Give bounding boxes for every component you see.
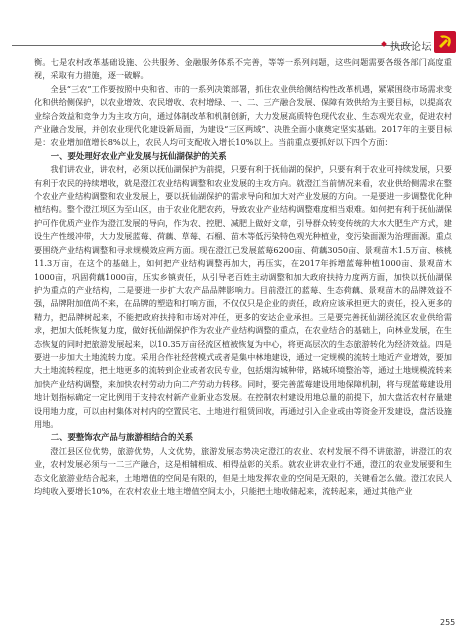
paragraph: 我们讲农业，讲农村，必须以抚仙湖保护为前提，只要有利于抚仙湖的保护，只要有利于农业可持续发展，只要有利于农民的持续增收，就是澄江农业结构调整和农业发展的主攻方向。就澄江当前情况来看，农业供给侧需求在整个农业产业结构调整和农业发展上，要以抚仙湖保护的需求导向和加大对产业发展的方向。一是要进一步调整优化种植结构。整个澄江坝区为至山区，由于农业化肥农药，导致农业产业结构调整难度相当艰难。如何把有利于抚仙湖保护可作优质产业作为澄江发展的导向，作为农、控肥、减肥上做好文章，引导群众转变传统的大水大肥生产方式，建设生产性缓冲带，大力发展蓝莓、荷藕、草莓、石榴、苗木等低污染特色观光种植业，变污染面源为治理面源。重点要围绕产业结构调整和寻求规模效应两方面。现在澄江已发展蓝莓6200亩、荷藕3050亩、景观苗木1.5万亩、核桃11.3万亩，在这个的基础上，如何把产业结构调整再加大，再压实，在2017年拆增蓝莓种植1000亩、景观苗木1000亩，巩固荷藕1000亩，压实乡镇责任，从引导老百姓主动调整和加大政府扶持力度两方面，加快以抚仙湖保护为重点的产业结构，二是要进一步扩大农产品品牌影响力。目前澄江的蓝莓、生态荷藕、景观苗木的品牌效益不强，品牌附加值尚不来，在品牌的塑造和打响方面，不仅仅只是企业的责任，政府应该承担更大的责任，投入更多的精力，把品牌树起来，不能把政府扶持和市场对冲任，更多的安达企业承担。三是要完善抚仙湖径流区农业供给需求，把加大低耗恢复力度，做好抚仙湖保护作为农业产业结构调整的重点，在农业结合的基础上，向林业发展，在生态恢复的同时把旅游发展起来，以10.35万亩径流区植被恢复为中心，将更高层次的生态旅游转化为经济效益。四是要进一步加大土地流转力度。采用合作社经营模式或者是集中林地建设，通过一定规模的流转土地近产业增效，要加大土地流转程度，把土地更多的流转到企业或者农民专业，包括烟沟城种带，路城环境整治等，通过土地规模流转来加快产业结构调整，来加快农村劳动力向二产劳动力转移。同时，要完善蓝莓建设用地保障机制，将与现蓝莓建设用地计划指标确定一定比例用于支持农村新产业新业态发展。在控制农村建设用地总量的前提下，加大盘活农村存量建设用地力度，可以由村集体对村内的空置民宅、土地进行租赁回收，再通过引入企业或由等资金开发建设，盘活设施用地。 [34,164,452,429]
article-body [34,56,452,498]
header-rule [12,45,412,46]
section-heading: 一、要处理好农业产业发展与抚仙湖保护的关系 [50,150,227,161]
paragraph: 澄江县区位优势，旅游优势，人文优势，旅游发展态势决定澄江的农业、农村发展不得不讲旅游，讲澄江的农业，农村发展必须与一二三产融合，这是相辅相成、相得益彰的关系。就农业讲农业行不通，澄江的农业发展要和生态文化旅游业结合起来，土地增值的空间是有限的，但是土地发挥农业的空间是无限的，关键看怎么做。澄江农民人均纯收入要增长10%，在农村农业土地主增值空间太小，只能把土地收储起来，流转起来，通过其他产业 [34,445,452,496]
paragraph: 全县“三农”工作要按照中央和省、市的一系列决策部署，抓住农业供给侧结构性改革机遇，紧紧围绕市场需求变化和供给侧保护，以农业增效、农民增收、农村增绿、一、二、三产融合发展、保障有效供给为主要目标，以提高农业综合效益和竞争力为主攻方向，通过体制改革和机制创新，大力发展高质特色现代农业、生态观光农业，促进农村产业融合发展，并创农业现代化建设新局面，为建设“三区两域”、决胜全面小康奠定坚实基础。2017年的主要目标是：农业增加值增长8%以上，农民人均可支配收入增长10%以上。当前重点要抓好以下四个方面： [34,83,452,148]
party-emblem-icon [434,31,456,53]
page-number: 255 [440,618,456,627]
section-heading: 二、要整饰农产品与旅游相结合的关系 [50,432,194,443]
paragraph: 衡。七是农村改革基础设施、公共服务、金融服务体系不完善，等等一系列问题，这些问题需要各级各部门高度重视，采取有力措施，逐一破解。 [34,57,452,81]
page-header [0,0,468,53]
running-header-title: 执政论坛 [390,42,432,53]
